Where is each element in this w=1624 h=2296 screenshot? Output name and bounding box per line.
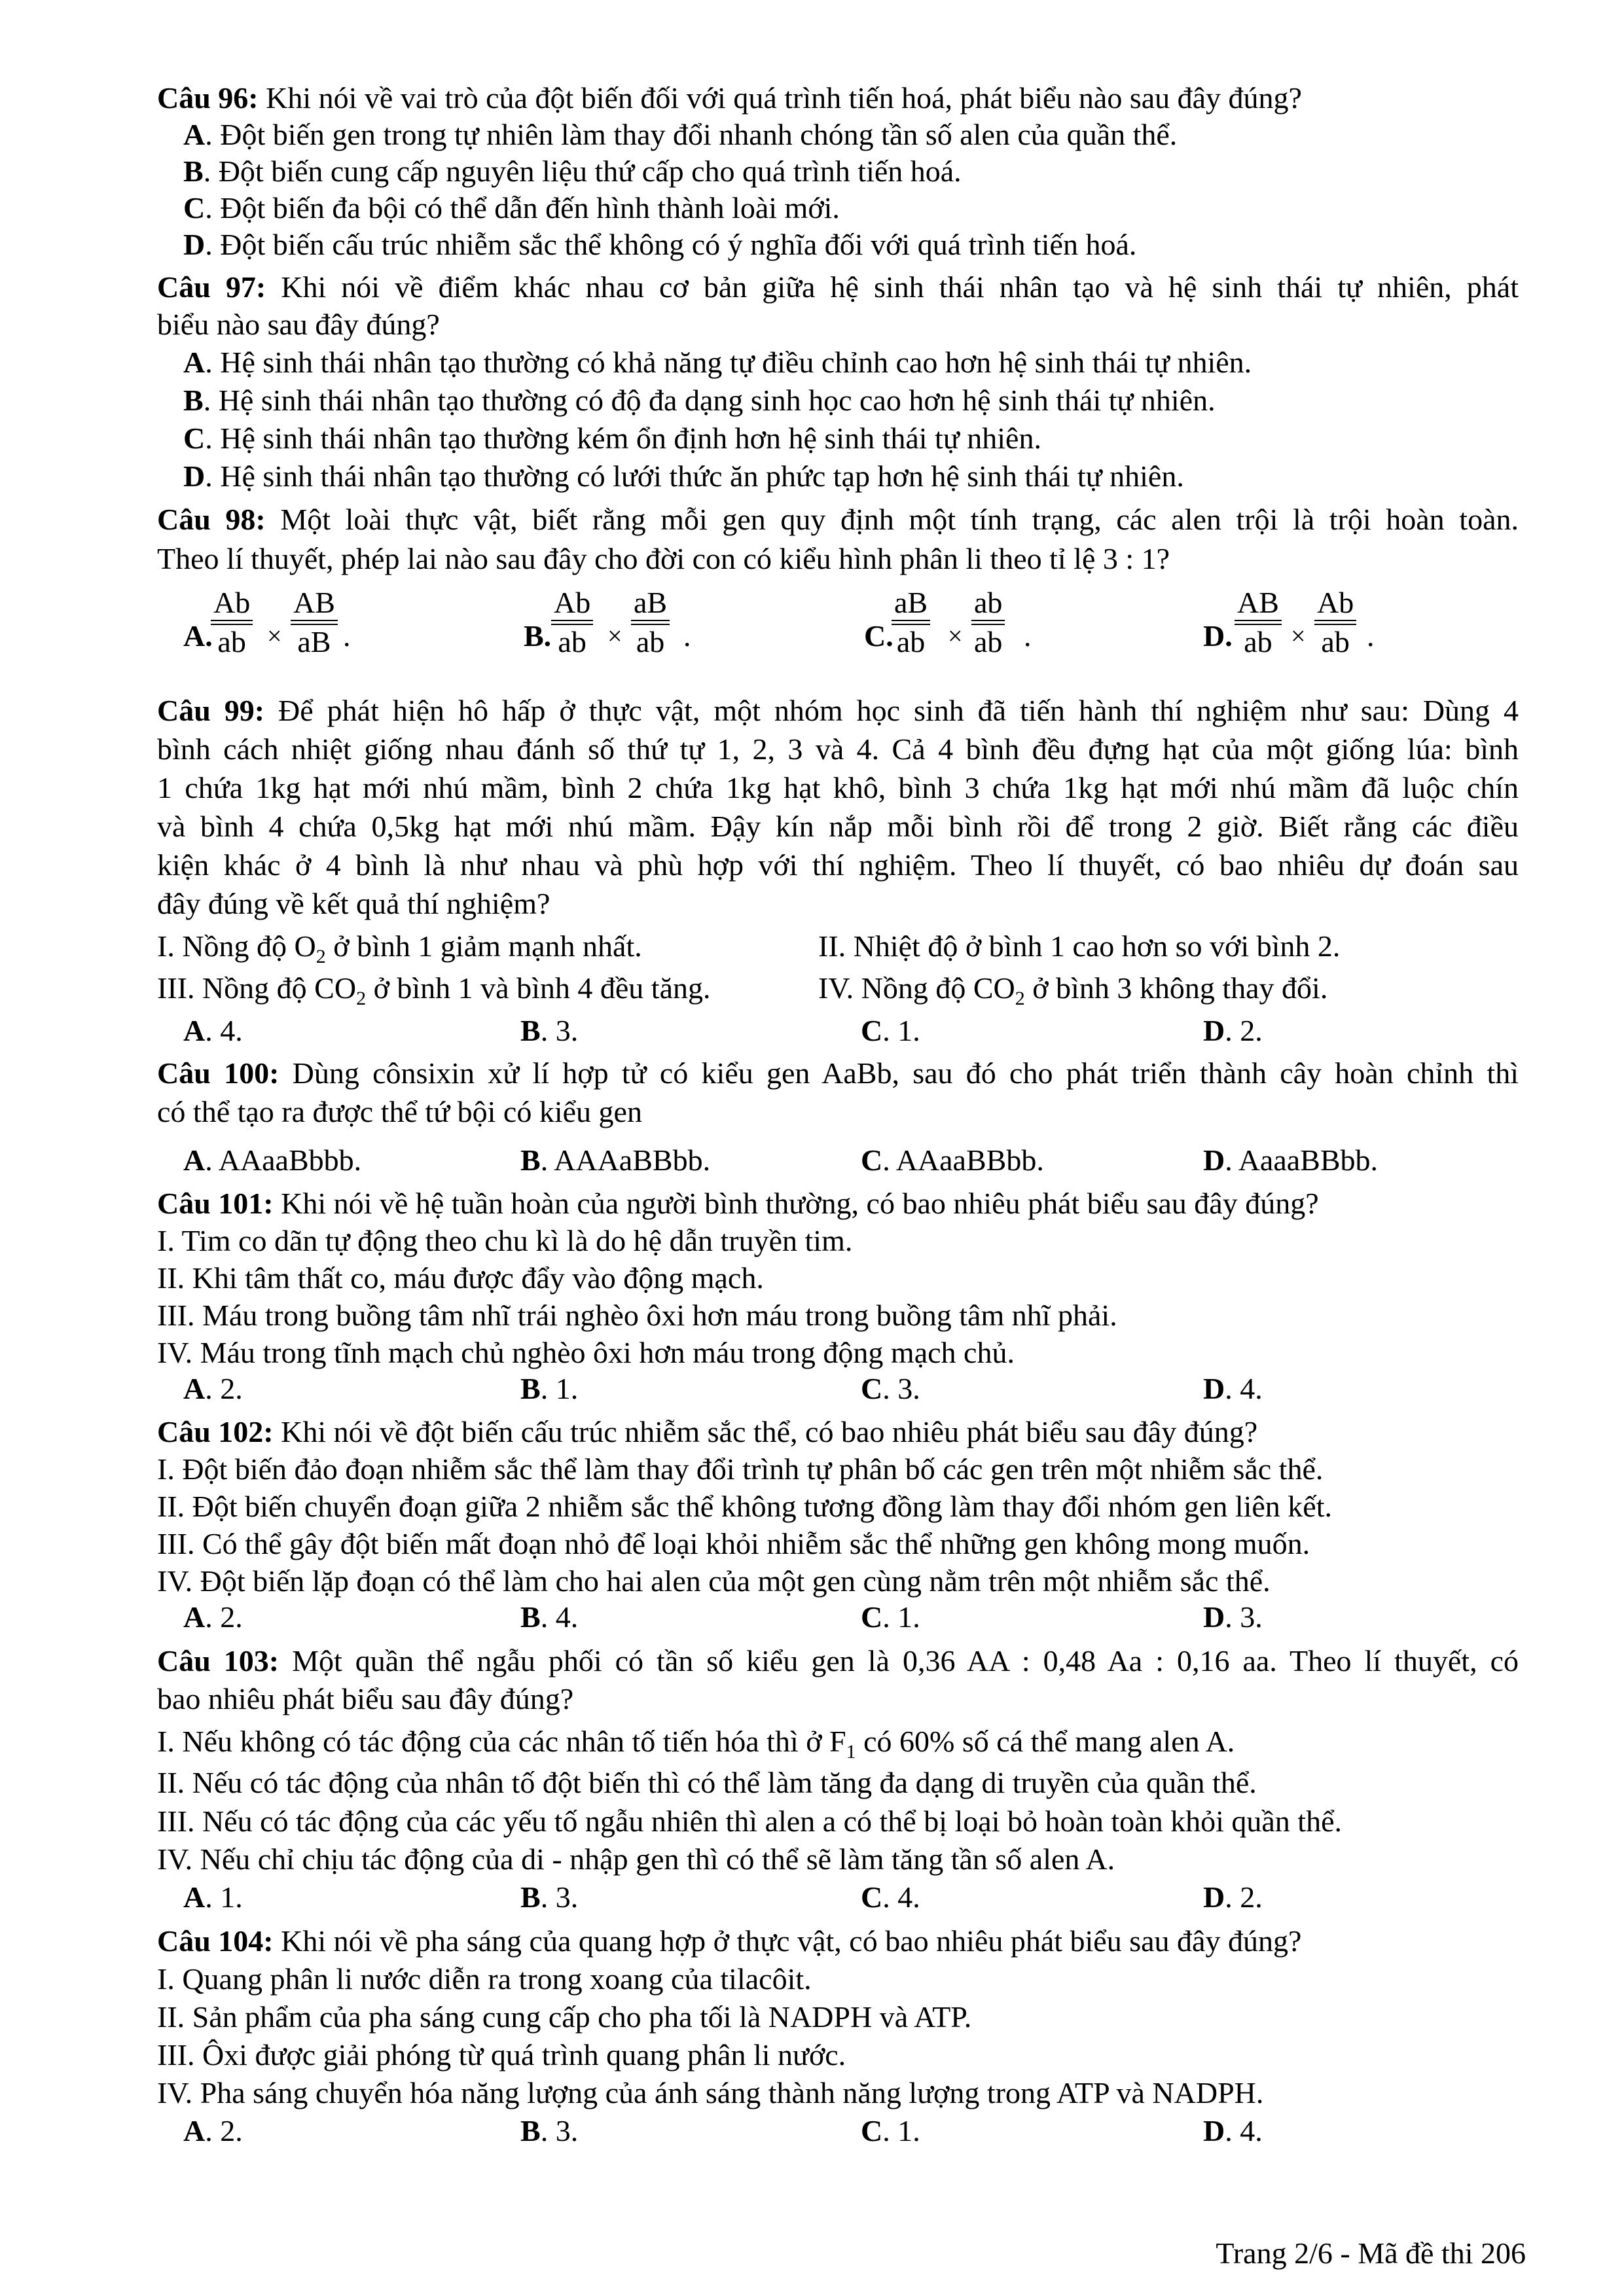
q96-option-b: B. Đột biến cung cấp nguyên liệu thứ cấp cho quá trình tiến hoá. [183,154,962,188]
q103-option-b: B. 3. [520,1880,579,1914]
q99-stem-line-5: kiện khác ở 4 bình là như nhau và phù hợp với thí nghiệm. Theo lí thuyết, có bao nhiêu dự đoán sau [157,848,1519,882]
q99-stem-line-1: Câu 99: Để phát hiện hô hấp ở thực vật, một nhóm học sinh đã tiến hành thí nghiệm như sau: Dùng 4 [157,694,1519,727]
q99-option-d: D. 2. [1203,1014,1263,1047]
q96-stem: Câu 96: Khi nói về vai trò của đột biến đối với quá trình tiến hoá, phát biểu nào sau đây đúng? [157,81,1302,115]
q103-option-c: C. 4. [861,1880,920,1914]
q101-stem: Câu 101: Khi nói về hệ tuần hoàn của người bình thường, có bao nhiêu phát biểu sau đây đúng? [157,1187,1319,1220]
q97-option-b: B. Hệ sinh thái nhân tạo thường có độ đa dạng sinh học cao hơn hệ sinh thái tự nhiên. [183,384,1216,417]
q98-stem-line-2: Theo lí thuyết, phép lai nào sau đây cho đời con có kiểu hình phân li theo tỉ lệ 3 : 1? [157,542,1170,575]
q99-stem-line-2: bình cách nhiệt giống nhau đánh số thứ tự 1, 2, 3 và 4. Cả 4 bình đều đựng hạt của một giống lúa: bình [157,732,1519,766]
q104-option-c: C. 1. [861,2114,920,2147]
q102-option-d: D. 3. [1203,1600,1263,1634]
q104-option-a: A. 2. [183,2114,243,2147]
q103-statement-2: II. Nếu có tác động của nhân tố đột biến thì có thể làm tăng đa dạng di truyền của quần thể. [157,1766,1257,1799]
q99-statement-1: I. Nồng độ $O_2$ ở bình 1 giảm mạnh nhất. [157,929,642,967]
q104-statement-2: II. Sản phẩm của pha sáng cung cấp cho pha tối là NADPH và ATP. [157,2000,972,2034]
q101-statement-3: III. Máu trong buồng tâm nhĩ trái nghèo ôxi hơn máu trong buồng tâm nhĩ phải. [157,1299,1117,1332]
q102-statement-3: III. Có thể gây đột biến mất đoạn nhỏ để loại khỏi nhiễm sắc thể những gen không mong muốn. [157,1527,1310,1560]
q99-number: Câu 99: [157,694,265,727]
q98-stem-line-1: Câu 98: Một loài thực vật, biết rằng mỗi gen quy định một tính trạng, các alen trội là trội hoàn toàn. [157,503,1519,536]
q103-statement-3: III. Nếu có tác động của các yếu tố ngẫu nhiên thì alen a có thể bị loại bỏ hoàn toàn khỏi quần thể. [157,1804,1342,1838]
q100-option-b: B. AAAaBBbb. [520,1143,711,1177]
q98-b-fraction-1: Ab ab [551,586,593,659]
q102-option-a: A. 2. [183,1600,243,1634]
q96-option-c: C. Đột biến đa bội có thể dẫn đến hình thành loài mới. [183,191,840,224]
q104-statement-3: III. Ôxi được giải phóng từ quá trình quang phân li nước. [157,2038,846,2072]
q102-option-c: C. 1. [861,1600,920,1634]
q102-statement-2: II. Đột biến chuyển đoạn giữa 2 nhiễm sắc thể không tương đồng làm thay đổi nhóm gen liên kết. [157,1490,1332,1523]
q99-statement-2: II. Nhiệt độ ở bình 1 cao hơn so với bình 2. [818,929,1341,963]
q100-option-d: D. AaaaBBbb. [1203,1143,1379,1177]
q104-number: Câu 104: [157,1924,274,1958]
q101-option-c: C. 3. [861,1372,920,1405]
q102-statement-4: IV. Đột biến lặp đoạn có thể làm cho hai alen của một gen cùng nằm trên một nhiễm sắc thể. [157,1564,1271,1598]
q99-statement-3: III. Nồng độ $CO_2$ ở bình 1 và bình 4 đều tăng. [157,971,711,1009]
q99-stem-line-4: và bình 4 chứa 0,5kg hạt mới nhú mầm. Đậy kín nắp mỗi bình rồi để trong 2 giờ. Biết rằng các điều [157,810,1519,843]
exam-page: Câu 96: Khi nói về vai trò của đột biến đối với quá trình tiến hoá, phát biểu nào sau đây đúng? A. Đột biến gen trong tự nhiên làm thay đổi nhanh chóng tần số alen của quần thể. B. Đột biến cung cấp nguyên liệu thứ cấp cho quá trình tiến hoá. C. Đột biến đa bội có thể dẫn đến hình thành loài mới. D. Đột biến cấu trúc nhiễm sắc thể không có ý nghĩa đối với quá trình tiến hoá. Câu 97: Khi nói về điểm khác nhau cơ bản giữa hệ sinh thái nhân tạo và hệ sinh thái tự nhiên, phát biểu nào sau đây đúng? A. Hệ sinh thái nhân tạo thường có khả năng tự điều chỉnh cao hơn hệ sinh thái tự nhiên. B. Hệ sinh thái nhân tạo thường có độ đa dạng sinh học cao hơn hệ sinh thái tự nhiên. C. Hệ sinh thái nhân tạo thường kém ổn định hơn hệ sinh thái tự nhiên. D. Hệ sinh thái nhân tạo thường có lưới thức ăn phức tạp hơn hệ sinh thái tự nhiên. Câu 98: Một loài thực vật, biết rằng mỗi gen quy định một tính trạng, các alen trội là trội hoàn toàn. Theo lí thuyết, phép lai nào sau đây cho đời con có kiểu hình phân li theo tỉ lệ 3 : 1? A. Ab ab × AB aB . B. Ab ab × aB ab . C. aB ab × ab ab . D. AB ab × Ab ab . Câu 99: Để phát hiện hô hấp ở thực vật, một nhóm học sinh đã tiến hành thí nghiệm như sau: Dùng 4 bình cách nhiệt giống nhau đánh số thứ tự 1, 2, 3 và 4. Cả 4 bình đều đựng hạt của một giống lúa: bình 1 chứa 1kg hạt mới nhú mầm, bình 2 chứa 1kg hạt khô, bình 3 chứa 1kg hạt mới nhú mầm đã luộc chín và bình 4 chứa 0,5kg hạt mới nhú mầm. Đậy kín nắp mỗi bình rồi để trong 2 giờ. Biết rằng các điều kiện khác ở 4 bình là như nhau và phù hợp với thí nghiệm. Theo lí thuyết, có bao nhiêu dự đoán sau đây đúng về kết quả thí nghiệm? I. Nồng độ $O_2$ ở bình 1 giảm mạnh nhất. II. Nhiệt độ ở bình 1 cao hơn so với bình 2. III. Nồng độ $CO_2$ ở bình 1 và bình 4 đều tăng. IV. Nồng độ $CO_2$ ở bình 3 không thay đổi. A. 4. B. 3. C. 1. D. 2. Câu 100: Dùng cônsixin xử lí hợp tử có kiểu gen AaBb, sau đó cho phát triển thành cây hoàn chỉnh thì có thể tạo ra được thể tứ bội có kiểu gen A. AAaaBbbb. B. AAAaBBbb. C. AAaaBBbb. D. AaaaBBbb. Câu 101: Khi nói về hệ tuần hoàn của người bình thường, có bao nhiêu phát biểu sau đây đúng? I. Tim co dãn tự động theo chu kì là do hệ dẫn truyền tim. II. Khi tâm thất co, máu được đẩy vào động mạch. III. Máu trong buồng tâm nhĩ trái nghèo ôxi hơn máu trong buồng tâm nhĩ phải. IV. Máu trong tĩnh mạch chủ nghèo ôxi hơn máu trong động mạch chủ. A. 2. B. 1. C. 3. D. 4. Câu 102: Khi nói về đột biến cấu trúc nhiễm sắc thể, có bao nhiêu phát biểu sau đây đúng? I. Đột biến đảo đoạn nhiễm sắc thể làm thay đổi trình tự phân bố các gen trên một nhiễm sắc thể. II. Đột biến chuyển đoạn giữa 2 nhiễm sắc thể không tương đồng làm thay đổi nhóm gen liên kết. III. Có thể gây đột biến mất đoạn nhỏ để loại khỏi nhiễm sắc thể những gen không mong muốn. IV. Đột biến lặp đoạn có thể làm cho hai alen của một gen cùng nằm trên một nhiễm sắc thể. A. 2. B. 4. C. 1. D. 3. Câu 103: Một quần thể ngẫu phối có tần số kiểu gen là 0,36 AA : 0,48 Aa : 0,16 aa. Theo lí thuyết, có bao nhiêu phát biểu sau đây đúng? I. Nếu không có tác động của các nhân tố tiến hóa thì ở $F_1$ có 60% số cá thể mang alen A. II. Nếu có tác động của nhân tố đột biến thì có thể làm tăng đa dạng di truyền của quần thể. III. Nếu có tác động của các yếu tố ngẫu nhiên thì alen a có thể bị loại bỏ hoàn toàn khỏi quần thể. IV. Nếu chỉ chịu tác động của di - nhập gen thì có thể sẽ làm tăng tần số alen A. A. 1. B. 3. C. 4. D. 2. Câu 104: Khi nói về pha sáng của quang hợp ở thực vật, có bao nhiêu phát biểu sau đây đúng? I. Quang phân li nước diễn ra trong xoang của tilacôit. II. Sản phẩm của pha sáng cung cấp cho pha tối là NADPH và ATP. III. Ôxi được giải phóng từ quá trình quang phân li nước. IV. Pha sáng chuyển hóa năng lượng của ánh sáng thành năng lượng trong ATP và NADPH. A. 2. B. 3. C. 1. D. 4. Trang 2/6 - Mã đề thi 206 [0,0,1624,2296]
q98-number: Câu 98: [157,503,266,536]
q102-option-b: B. 4. [520,1600,579,1634]
q102-number: Câu 102: [157,1415,274,1448]
q99-option-a: A. 4. [183,1014,243,1047]
q104-statement-4: IV. Pha sáng chuyển hóa năng lượng của ánh sáng thành năng lượng trong ATP và NADPH. [157,2076,1264,2109]
q98-d-fraction-1: AB ab [1235,586,1282,659]
q98-d-fraction-2: Ab ab [1314,586,1356,659]
q100-stem-line-1: Câu 100: Dùng cônsixin xử lí hợp tử có kiểu gen AaBb, sau đó cho phát triển thành cây hoàn chỉnh thì [157,1056,1519,1090]
q98-b-fraction-2: aB ab [631,586,670,659]
q103-option-a: A. 1. [183,1880,243,1914]
q101-statement-1: I. Tim co dãn tự động theo chu kì là do hệ dẫn truyền tim. [157,1224,853,1257]
q99-stem-line-3: 1 chứa 1kg hạt mới nhú mầm, bình 2 chứa 1kg hạt khô, bình 3 chứa 1kg hạt mới nhú mầm đã luộc chín [157,771,1519,804]
q103-statement-1: I. Nếu không có tác động của các nhân tố tiến hóa thì ở $F_1$ có 60% số cá thể mang alen A. [157,1725,1235,1763]
page-footer: Trang 2/6 - Mã đề thi 206 [1216,2236,1526,2270]
q101-statement-2: II. Khi tâm thất co, máu được đẩy vào động mạch. [157,1261,764,1295]
q100-number: Câu 100: [157,1056,280,1090]
q99-statement-4: IV. Nồng độ $CO_2$ ở bình 3 không thay đổi. [818,971,1328,1009]
q103-statement-4: IV. Nếu chỉ chịu tác động của di - nhập gen thì có thể sẽ làm tăng tần số alen A. [157,1842,1115,1876]
q97-number: Câu 97: [157,270,266,304]
q97-option-d: D. Hệ sinh thái nhân tạo thường có lưới thức ăn phức tạp hơn hệ sinh thái tự nhiên. [183,459,1184,493]
q103-stem-line-2: bao nhiêu phát biểu sau đây đúng? [157,1682,574,1715]
q96-option-a: A. Đột biến gen trong tự nhiên làm thay đổi nhanh chóng tần số alen của quần thể. [183,118,1178,151]
q99-option-b: B. 3. [520,1014,579,1047]
q98-c-fraction-2: ab ab [971,586,1005,659]
q101-option-d: D. 4. [1203,1372,1263,1405]
q103-option-d: D. 2. [1203,1880,1263,1914]
q102-stem: Câu 102: Khi nói về đột biến cấu trúc nhiễm sắc thể, có bao nhiêu phát biểu sau đây đúng? [157,1415,1258,1448]
q100-option-c: C. AAaaBBbb. [861,1143,1044,1177]
q102-statement-1: I. Đột biến đảo đoạn nhiễm sắc thể làm thay đổi trình tự phân bố các gen trên một nhiễm sắc thể. [157,1452,1324,1486]
q98-c-fraction-1: aB ab [892,586,930,659]
q104-statement-1: I. Quang phân li nước diễn ra trong xoang của tilacôit. [157,1962,812,1996]
q104-option-d: D. 4. [1203,2114,1263,2147]
q103-number: Câu 103: [157,1644,280,1677]
q104-option-b: B. 3. [520,2114,579,2147]
q99-option-c: C. 1. [861,1014,920,1047]
q98-a-fraction-2: AB aB [291,586,338,659]
q99-stem-line-6: đây đúng về kết quả thí nghiệm? [157,887,550,920]
q104-stem: Câu 104: Khi nói về pha sáng của quang hợp ở thực vật, có bao nhiêu phát biểu sau đây đúng? [157,1924,1302,1958]
q98-a-fraction-1: Ab ab [211,586,253,659]
q101-statement-4: IV. Máu trong tĩnh mạch chủ nghèo ôxi hơn máu trong động mạch chủ. [157,1336,1015,1369]
q101-number: Câu 101: [157,1187,274,1220]
q97-option-a: A. Hệ sinh thái nhân tạo thường có khả năng tự điều chỉnh cao hơn hệ sinh thái tự nhiên. [183,346,1252,379]
q100-option-a: A. AAaaBbbb. [183,1143,362,1177]
q100-stem-line-2: có thể tạo ra được thể tứ bội có kiểu gen [157,1095,642,1128]
q103-stem-line-1: Câu 103: Một quần thể ngẫu phối có tần số kiểu gen là 0,36 AA : 0,48 Aa : 0,16 aa. Theo lí thuyết, có [157,1644,1519,1677]
q97-option-c: C. Hệ sinh thái nhân tạo thường kém ổn định hơn hệ sinh thái tự nhiên. [183,422,1041,455]
q97-stem-line-1: Câu 97: Khi nói về điểm khác nhau cơ bản giữa hệ sinh thái nhân tạo và hệ sinh thái tự nhiên, phát [157,270,1519,304]
q101-option-b: B. 1. [520,1372,579,1405]
q101-option-a: A. 2. [183,1372,243,1405]
q96-option-d: D. Đột biến cấu trúc nhiễm sắc thể không có ý nghĩa đối với quá trình tiến hoá. [183,228,1137,261]
q97-stem-line-2: biểu nào sau đây đúng? [157,308,440,341]
q96-number: Câu 96: [157,81,259,115]
